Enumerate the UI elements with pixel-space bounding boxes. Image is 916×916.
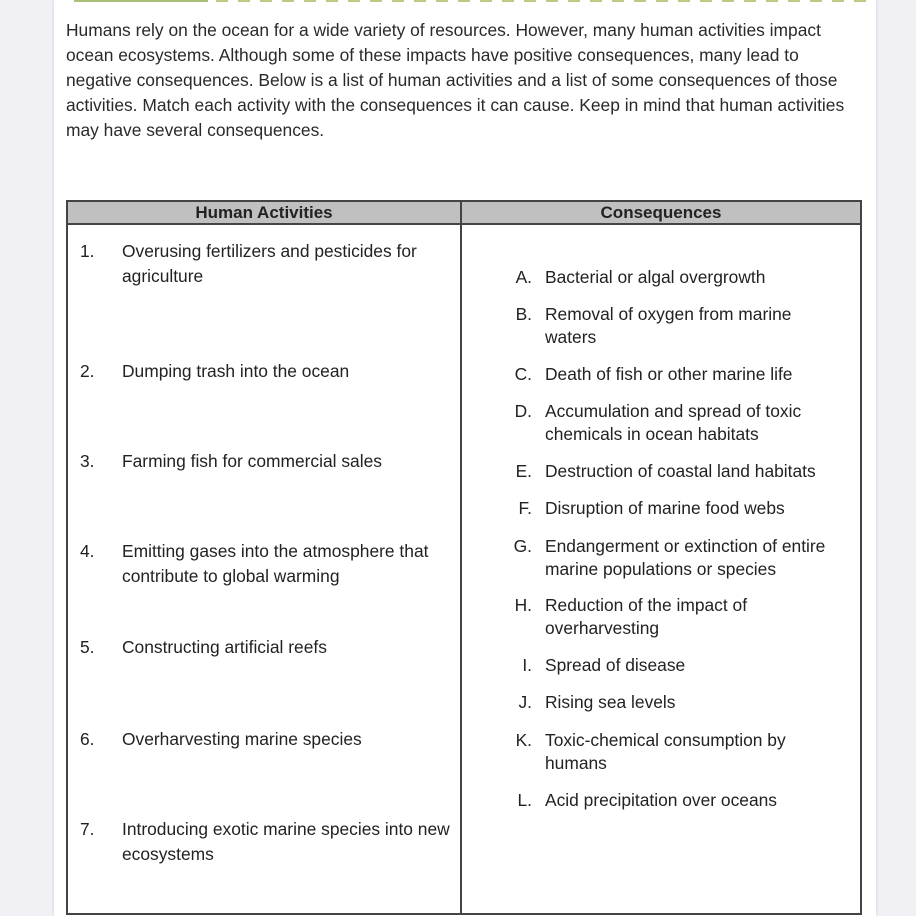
activities-column <box>67 224 461 914</box>
consequence-letter: E. <box>515 461 532 481</box>
activity-text: Dumping trash into the ocean <box>122 361 350 381</box>
activity-text: Overusing fertilizers and pesticides for agriculture <box>122 241 417 286</box>
activity-number: 6. <box>80 729 95 749</box>
activity-text: Constructing artificial reefs <box>122 637 327 657</box>
consequence-text: Disruption of marine food webs <box>545 498 785 518</box>
consequence-text: Reduction of the impact of overharvesting <box>545 595 748 638</box>
activity-text: Introducing exotic marine species into new ecosystems <box>122 819 450 864</box>
header-consequences: Consequences <box>461 201 861 224</box>
consequence-letter: B. <box>515 304 532 324</box>
consequence-text: Acid precipitation over oceans <box>545 790 778 810</box>
consequences-column <box>461 224 861 914</box>
consequence-text: Bacterial or algal overgrowth <box>545 267 766 287</box>
consequence-text: Toxic-chemical consumption by humans <box>545 730 786 773</box>
activity-number: 2. <box>80 361 95 381</box>
activity-number: 4. <box>80 541 95 561</box>
activity-number: 3. <box>80 451 95 471</box>
consequence-letter: D. <box>514 401 532 421</box>
header-rule-dashed <box>216 0 872 2</box>
activity-number: 1. <box>80 241 95 261</box>
consequence-letter: F. <box>518 498 532 518</box>
header-human-activities: Human Activities <box>67 201 461 224</box>
header-rule-solid <box>74 0 208 2</box>
activity-number: 7. <box>80 819 95 839</box>
consequence-letter: G. <box>513 536 532 556</box>
activity-text: Emitting gases into the atmosphere that contribute to global warming <box>122 541 429 586</box>
consequence-letter: C. <box>514 364 532 384</box>
consequence-letter: L. <box>517 790 532 810</box>
activity-text: Farming fish for commercial sales <box>122 451 382 471</box>
matching-table <box>66 200 862 915</box>
consequence-text: Removal of oxygen from marine waters <box>545 304 792 347</box>
consequence-text: Rising sea levels <box>545 692 676 712</box>
intro-paragraph: Humans rely on the ocean for a wide variety of resources. However, many human activities impact ocean ecosystems. Although some of these impacts have positive consequences, many lead to negative consequences. Below is a list of human activities and a list of some consequences of those activities. Match each activity with the consequences it can cause. Keep in mind that human activities may have several consequences. <box>66 20 845 140</box>
activity-number: 5. <box>80 637 95 657</box>
consequence-letter: A. <box>515 267 532 287</box>
consequence-text: Accumulation and spread of toxic chemicals in ocean habitats <box>545 401 802 444</box>
consequence-text: Spread of disease <box>545 655 686 675</box>
consequence-text: Endangerment or extinction of entire marine populations or species <box>545 536 826 579</box>
consequence-text: Death of fish or other marine life <box>545 364 793 384</box>
consequence-text: Destruction of coastal land habitats <box>545 461 816 481</box>
consequence-letter: J. <box>518 692 532 712</box>
consequence-letter: I. <box>522 655 532 675</box>
activity-text: Overharvesting marine species <box>122 729 362 749</box>
consequence-letter: H. <box>514 595 532 615</box>
consequence-letter: K. <box>515 730 532 750</box>
worksheet-page <box>54 0 876 916</box>
